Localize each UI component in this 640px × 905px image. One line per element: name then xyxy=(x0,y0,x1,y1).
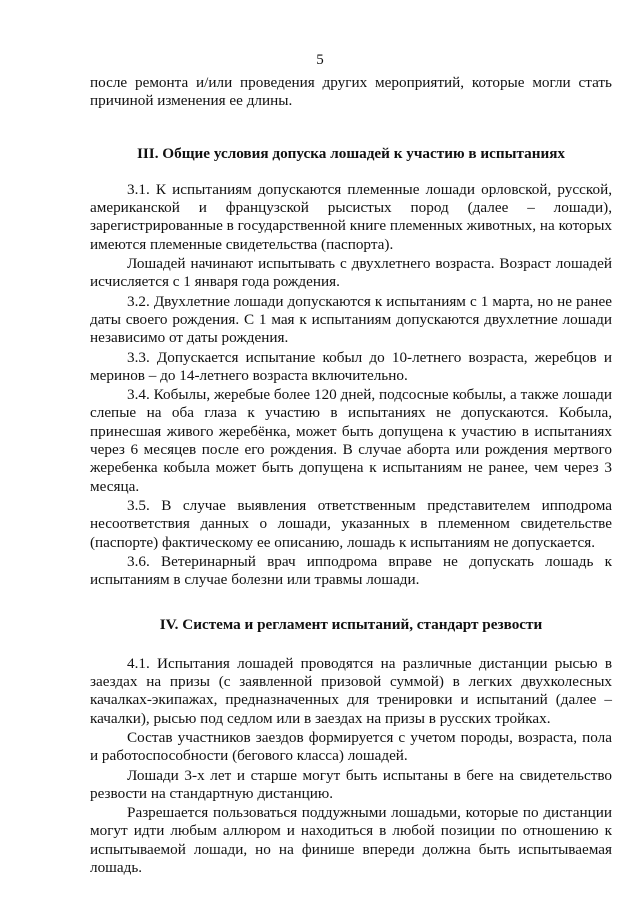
paragraph-3-4: 3.4. Кобылы, жеребые более 120 дней, подсосные кобылы, а также лошади слепые на оба глаза к участию в испытаниях не допускаются. Кобыла, принесшая живого жеребёнка, может быть допущена к участию в испытаниях через 6 месяцев после его рождения. В случае аборта или рождения мертвого жеребенка кобыла может быть допущена к испытаниям не ранее, чем через 3 месяца. xyxy=(90,386,612,495)
paragraph-4-1-pacers: Разрешается пользоваться поддужными лошадьми, которые по дистанции могут идти любым аллюром и находиться в любой позиции по отношению к испытываемой лошади, но на финише впереди должна быть испытываемая лошадь. xyxy=(90,804,612,876)
section-4-heading: IV. Система и регламент испытаний, стандарт резвости xyxy=(159,616,543,634)
paragraph-4-1: 4.1. Испытания лошадей проводятся на различные дистанции рысью в заездах на призы (с заявленной призовой суммой) в легких двухколесных качалках-экипажах, предназначенных для тренировки и испытаний (далее – качалки), рысью под седлом или в заездах на призы в русских тройках. xyxy=(90,654,612,727)
paragraph-3-2: 3.2. Двухлетние лошади допускаются к испытаниям с 1 марта, но не ранее даты своего рождения. С 1 мая к испытаниям допускаются двухлетние лошади независимо от даты рождения. xyxy=(90,292,612,347)
paragraph-3-1-age: Лошадей начинают испытывать с двухлетнего возраста. Возраст лошадей исчисляется с 1 января года рождения. xyxy=(90,255,612,291)
paragraph-3-3: 3.3. Допускается испытание кобыл до 10-летнего возраста, жеребцов и меринов – до 14-летнего возраста включительно. xyxy=(90,348,612,384)
intro-paragraph: после ремонта и/или проведения других мероприятий, которые могли стать причиной изменения ее длины. xyxy=(90,74,612,110)
paragraph-4-1-participants: Состав участников заездов формируется с учетом породы, возраста, пола и работоспособности (бегового класса) лошадей. xyxy=(90,728,612,765)
paragraph-3-1: 3.1. К испытаниям допускаются племенные лошади орловской, русской, американской и французской рысистых пород (далее – лошади), зарегистрированные в государственной книге племенных животных, на которых имеются племенные свидетельства (паспорта). xyxy=(90,180,612,253)
paragraph-4-1-certificate: Лошади 3-х лет и старше могут быть испытаны в беге на свидетельство резвости на стандартную дистанцию. xyxy=(90,766,612,802)
paragraph-3-5: 3.5. В случае выявления ответственным представителем ипподрома несоответствия данных о лошади, указанных в племенном свидетельстве (паспорте) фактическому ее описанию, лошадь к испытаниям не допускается. xyxy=(90,496,612,551)
section-3-heading: III. Общие условия допуска лошадей к участию в испытаниях xyxy=(136,144,566,162)
paragraph-3-6: 3.6. Ветеринарный врач ипподрома вправе не допускать лошадь к испытаниям в случае болезни или травмы лошади. xyxy=(90,552,612,589)
page-number: 5 xyxy=(316,52,324,68)
document-body xyxy=(90,74,612,877)
